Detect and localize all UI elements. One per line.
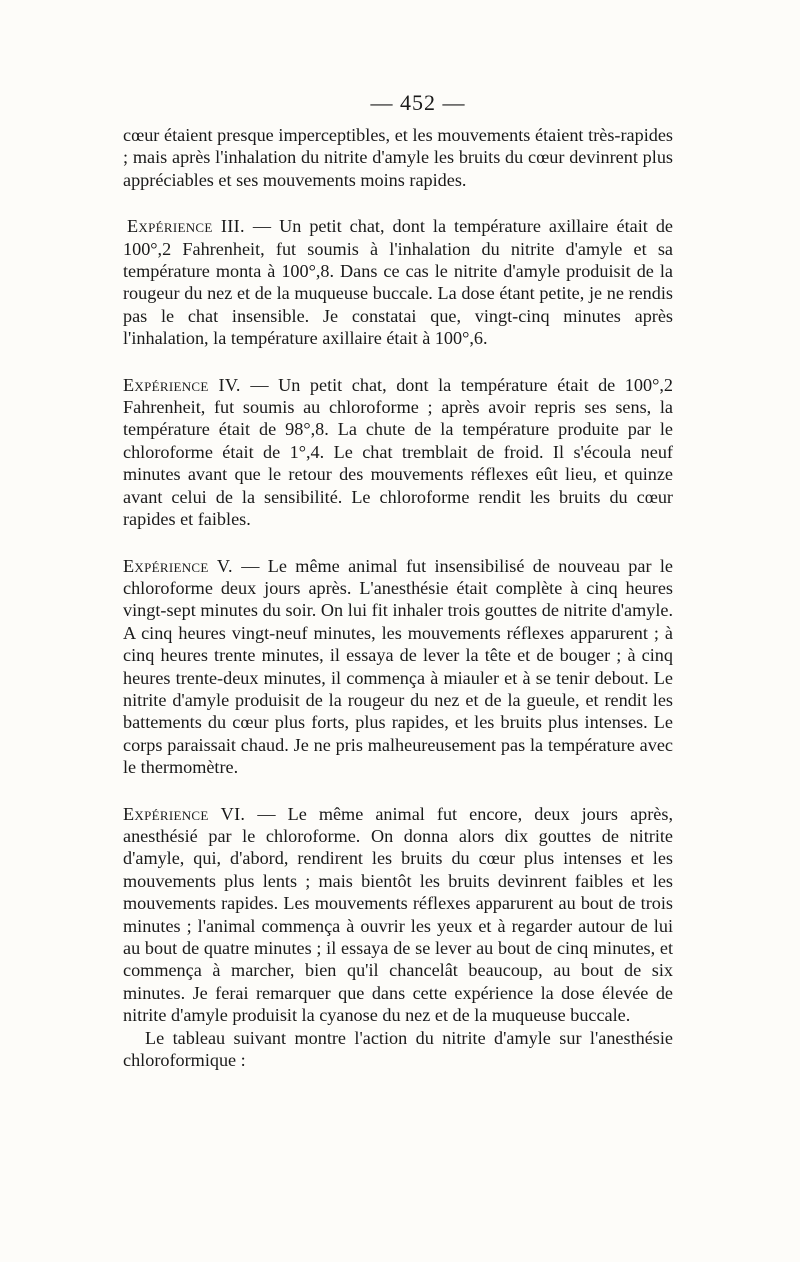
paragraph-experience-6	[123, 803, 673, 1027]
paragraph-text: — Un petit chat, dont la température était de 100°,2 Fahrenheit, fut soumis au chloroforme ; après avoir repris ses sens, la température était de 98°,8. La chute de la température produite par le chloroforme était de 1°,4. Le chat tremblait de froid. Il s'écoula neuf minutes avant que le retour des mouvements réflexes eût lieu, et quinze avant celui de la sensibilité. Le chloroforme rendit les bruits du cœur rapides et faibles.	[123, 374, 673, 530]
experience-heading: Expérience VI.	[123, 803, 246, 824]
experience-heading: Expérience IV.	[123, 374, 241, 395]
paragraph-experience-3	[123, 215, 673, 349]
paragraph-experience-5	[123, 555, 673, 779]
paragraph-text: — Un petit chat, dont la température axillaire était de 100°,2 Fahrenheit, fut soumis à l'inhalation du nitrite d'amyle et sa température monta à 100°,8. Dans ce cas le nitrite d'amyle produisit de la rougeur du nez et de la muqueuse buccale. La dose étant petite, je ne rendis pas le chat insensible. Je constatai que, vingt-cinq minutes après l'inhalation, la température axillaire était à 100°,6.	[123, 216, 674, 349]
paragraph-text: — Le même animal fut encore, deux jours après, anesthésié par le chloroforme. On donna alors dix gouttes de nitrite d'amyle, qui, d'abord, rendirent les bruits du cœur plus intenses et les mouvements plus lents ; mais bientôt les bruits devinrent faibles et les mouvements rapides. Les mouvements réflexes apparurent au bout de trois minutes ; l'animal commença à ouvrir les yeux et à regarder autour de lui au bout de quatre minutes ; il essaya de se lever au bout de cinq minutes, et commença à marcher, bien qu'il chancelât beaucoup, au bout de six minutes. Je ferai remarquer que dans cette expérience la dose élevée de nitrite d'amyle produisit la cyanose du nez et de la muqueuse buccale.	[123, 803, 673, 1026]
page-number: — 452 —	[370, 90, 466, 115]
book-page	[123, 88, 673, 1071]
experience-heading: Expérience V.	[123, 555, 233, 576]
paragraph-table-intro	[123, 1027, 673, 1072]
paragraph-experience-4	[123, 374, 673, 531]
experience-heading: Expérience III.	[127, 216, 245, 237]
paragraph-continuation	[123, 124, 673, 191]
paragraph-text: — Le même animal fut insensibilisé de nouveau par le chloroforme deux jours après. L'anesthésie était complète à cinq heures vingt-sept minutes du soir. On lui fit inhaler trois gouttes de nitrite d'amyle. A cinq heures vingt-neuf minutes, les mouvements réflexes apparurent ; à cinq heures trente minutes, il essaya de lever la tête et de bouger ; à cinq heures trente-deux minutes, il commença à miauler et à se tenir debout. Le nitrite d'amyle produisit de la rougeur du nez et de la gueule, et rendit les battements du cœur plus forts, plus rapides, et les bruits plus intenses. Le corps paraissait chaud. Je ne pris malheureusement pas la température avec le thermomètre.	[123, 555, 673, 778]
paragraph-text: cœur étaient presque imperceptibles, et les mouvements étaient très-rapides ; mais après l'inhalation du nitrite d'amyle les bruits du cœur devinrent plus appréciables et ses mouvements moins rapides.	[123, 125, 673, 190]
paragraph-text: Le tableau suivant montre l'action du nitrite d'amyle sur l'anesthésie chloroformique :	[123, 1027, 673, 1071]
